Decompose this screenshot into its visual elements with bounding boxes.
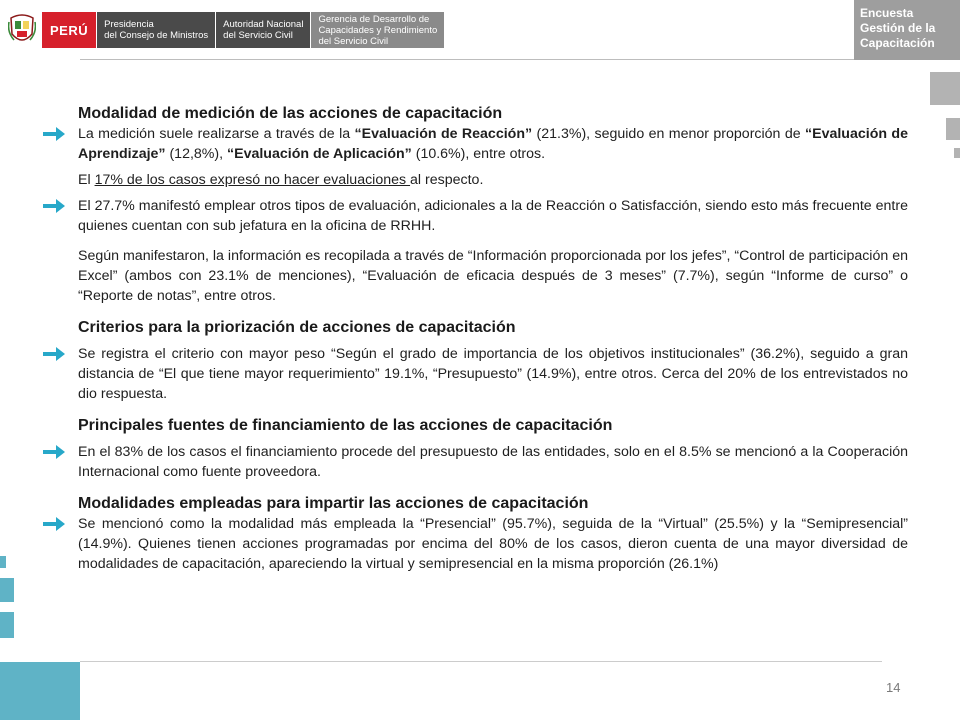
arrow-right-icon bbox=[42, 515, 66, 533]
text-span: Se registra el criterio con mayor peso “Según el grado de importancia de los objetivos institucionales” (36.2%), seguido a gran distancia de “El que tiene mayor requerimiento” 19.1%, “Presupuesto” (14.9%), entre otros. Cerca del 20% de los entrevistados no dio respuesta. bbox=[78, 346, 908, 402]
paragraph-medicion-1 bbox=[78, 124, 908, 164]
coat-of-arms-icon bbox=[8, 12, 36, 48]
section-title-modalidades: Modalidades empleadas para impartir las acciones de capacitación bbox=[78, 495, 589, 512]
decor-block-large bbox=[0, 662, 80, 720]
decor-block-tiny bbox=[0, 556, 6, 568]
bold-term-aprendizaje: “Evaluación de Aprendizaje” bbox=[78, 126, 908, 162]
text-span: Según manifestaron, la información es recopilada a través de “Información proporcionada por los jefes”, “Control de participación en Excel” (ambos con 23.1% de menciones), “Evaluación de eficacia después de 3 meses” (7.7%), según “Informe de curso” o “Reporte de notas”, entre otros. bbox=[78, 248, 908, 304]
autoridad-label: Autoridad Nacional del Servicio Civil bbox=[215, 12, 310, 48]
text-span: al respecto. bbox=[410, 172, 484, 188]
text-span: Se mencionó como la modalidad más empleada la “Presencial” (95.7%), seguida de la “Virtual” (25.5%) y la “Semipresencial” (14.9%). Quienes tienen acciones programadas por encima del 80% de los casos, dieron cuenta de una mayor diversidad de modalidades de capacitación, apareciendo la virtual y semipresencial en la misma proporción (26.1%) bbox=[78, 516, 908, 572]
underlined-text: 17% de los casos expresó no hacer evaluaciones bbox=[94, 172, 411, 188]
header bbox=[0, 0, 960, 60]
decor-block-small bbox=[0, 578, 14, 602]
survey-badge: Encuesta Gestión de la Capacitación bbox=[854, 0, 960, 60]
decor-square-medium bbox=[946, 118, 960, 140]
institution-logos bbox=[8, 12, 444, 48]
peru-logo-text: PERÚ bbox=[42, 12, 96, 48]
paragraph-medicion-4 bbox=[78, 246, 908, 306]
text-span: El 27.7% manifestó emplear otros tipos de evaluación, adicionales a la de Reacción o Satisfacción, siendo esto más frecuente entre quienes cuentan con sub jefatura en la oficina de RRHH. bbox=[78, 198, 908, 234]
paragraph-medicion-2 bbox=[78, 170, 908, 190]
page-number: 14 bbox=[886, 680, 901, 695]
text-span: (21.3%), seguido en menor proporción de bbox=[532, 126, 806, 142]
bold-term-aplicacion: “Evaluación de Aplicación” bbox=[227, 146, 412, 162]
presidencia-label: Presidencia del Consejo de Ministros bbox=[96, 12, 215, 48]
bold-term-reaccion: “Evaluación de Reacción” bbox=[354, 126, 533, 142]
text-span: El bbox=[78, 172, 95, 188]
paragraph-financiamiento bbox=[78, 442, 908, 482]
decor-square-small bbox=[954, 148, 960, 158]
section-title-medicion: Modalidad de medición de las acciones de capacitación bbox=[78, 105, 503, 122]
text-span: (12,8%), bbox=[165, 146, 228, 162]
paragraph-criterios bbox=[78, 344, 908, 404]
decor-block-medium bbox=[0, 612, 14, 638]
text-span: (10.6%), entre otros. bbox=[411, 146, 546, 162]
main-content bbox=[42, 104, 908, 574]
arrow-right-icon bbox=[42, 443, 66, 461]
text-span: En el 83% de los casos el financiamiento procede del presupuesto de las entidades, solo en el 8.5% se mencionó a la Cooperación Internacional como fuente proveedora. bbox=[78, 444, 908, 480]
paragraph-medicion-3 bbox=[78, 196, 908, 236]
header-divider bbox=[80, 59, 854, 60]
gerencia-label: Gerencia de Desarrollo de Capacidades y Rendimiento del Servicio Civil bbox=[310, 12, 444, 48]
section-title-financiamiento: Principales fuentes de financiamiento de las acciones de capacitación bbox=[78, 417, 613, 434]
arrow-right-icon bbox=[42, 125, 66, 143]
arrow-right-icon bbox=[42, 197, 66, 215]
decor-square-large bbox=[930, 72, 960, 105]
footer-divider bbox=[80, 661, 882, 662]
text-span: La medición suele realizarse a través de la bbox=[78, 126, 355, 142]
paragraph-modalidades bbox=[78, 514, 908, 574]
section-title-criterios: Criterios para la priorización de acciones de capacitación bbox=[78, 319, 516, 336]
arrow-right-icon bbox=[42, 345, 66, 363]
